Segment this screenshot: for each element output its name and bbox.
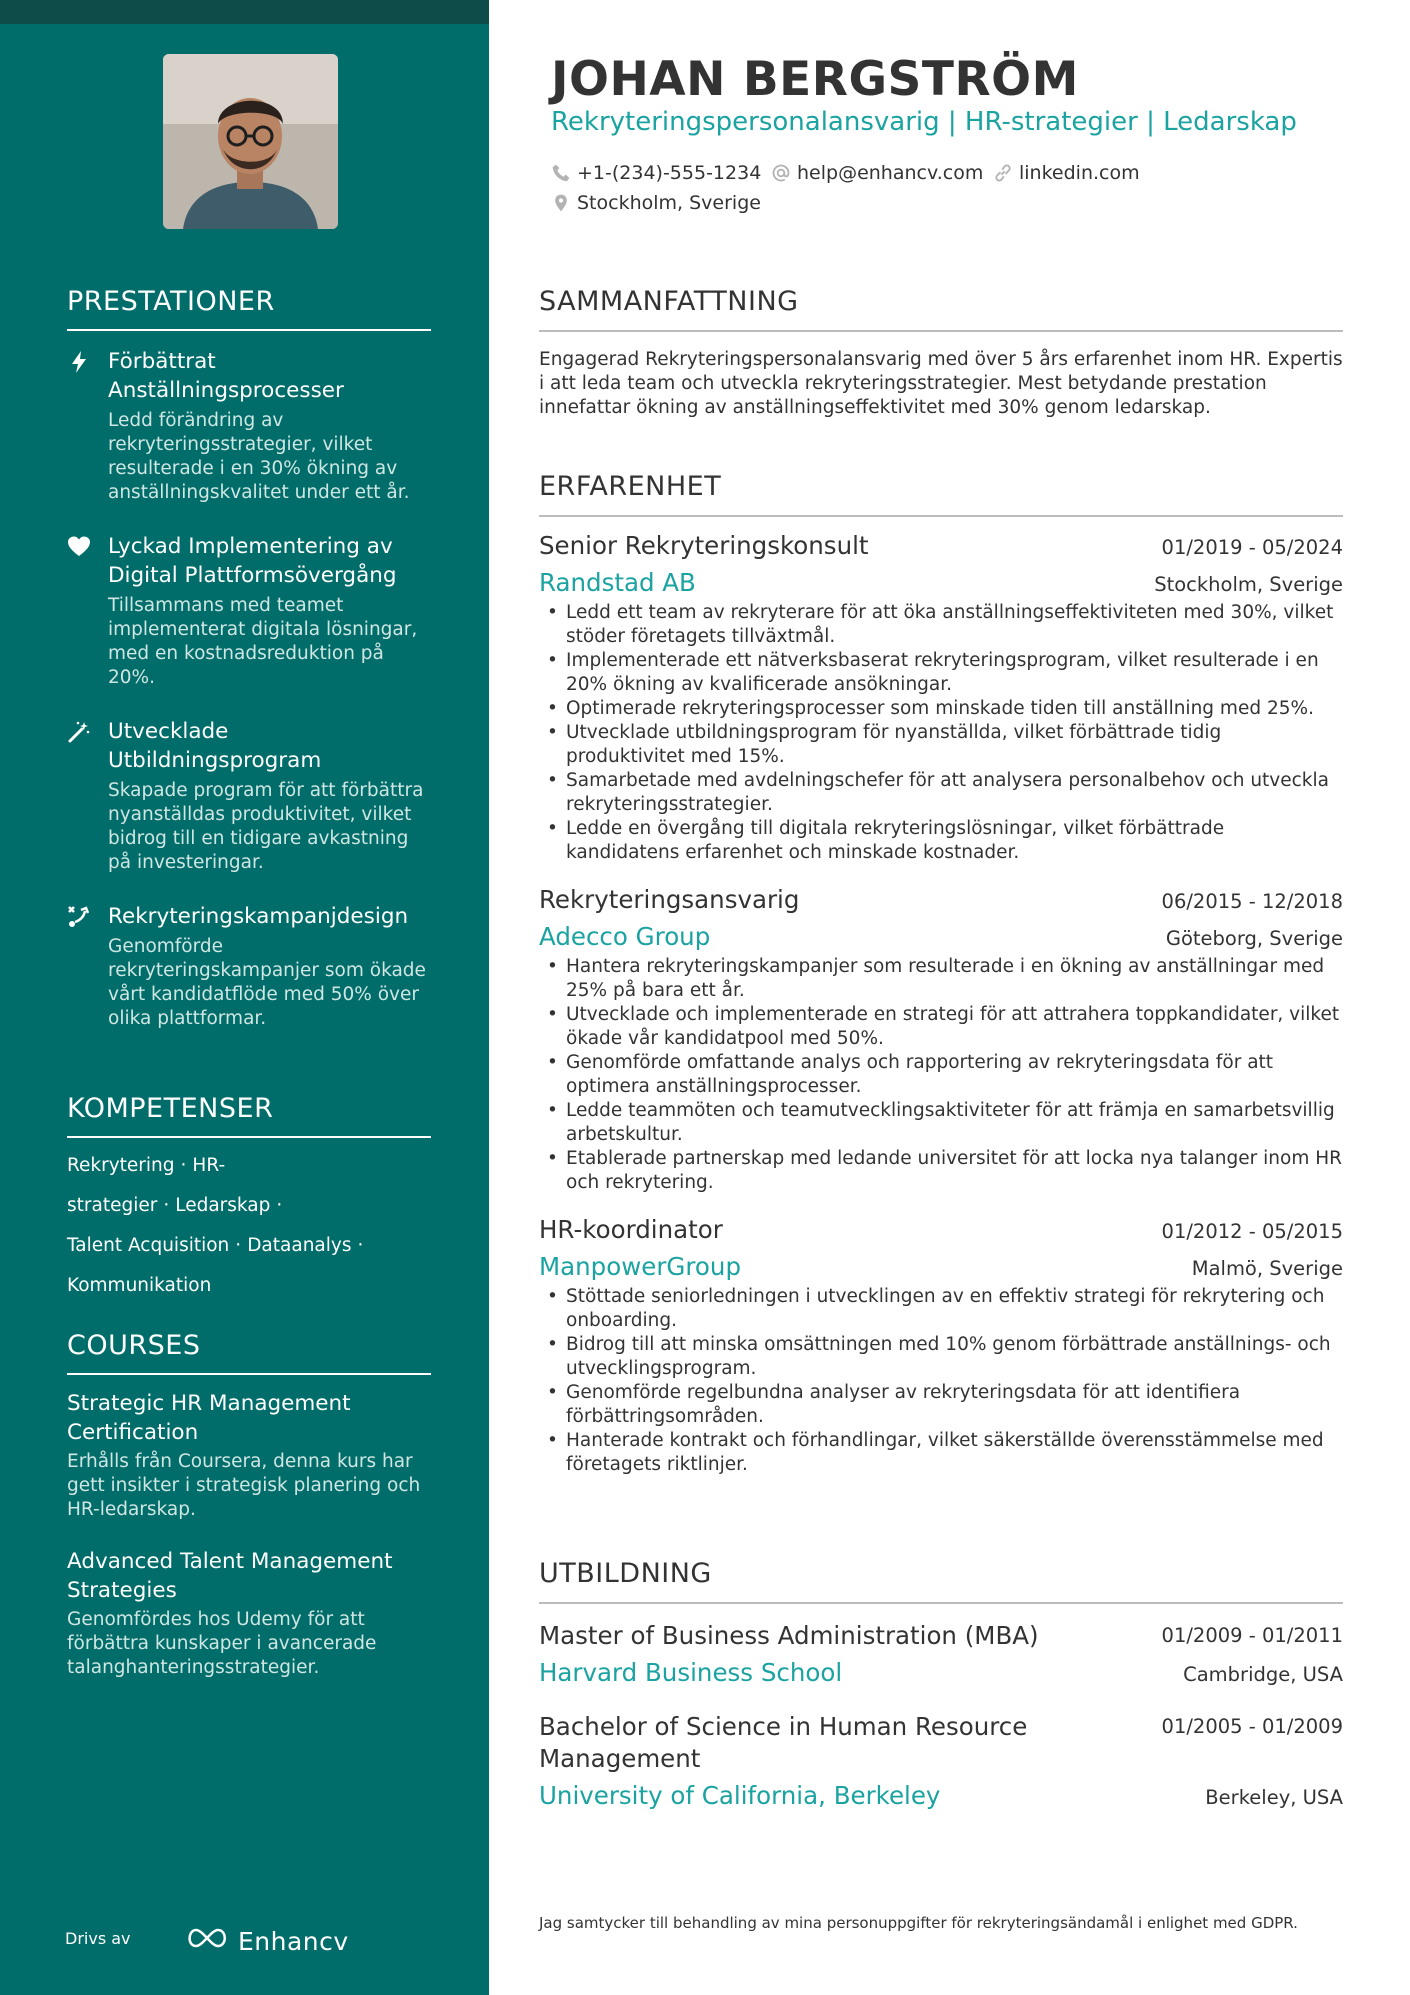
job-company: Randstad AB (539, 568, 696, 597)
job-bullet: • Implementerade ett nätverksbaserat rekryteringsprogram, vilket resulterade i en 20% ökning av kvalificerade ansökningar. (539, 649, 1343, 697)
enhancv-logo[interactable] (184, 1926, 349, 1956)
powered-by-label: Drivs av (65, 1929, 131, 1948)
job-role: Senior Rekryteringskonsult (539, 531, 869, 560)
summary-text: Engagerad Rekryteringspersonalansvarig med över 5 års erfarenhet inom HR. Expertis i att leda team och utveckla rekryteringsstrategier. Mest betydande prestation innefattar ökning av anställningseffektivitet med 30% genom ledarskap. (539, 349, 1343, 418)
linkedin-text: linkedin.com (1019, 162, 1140, 184)
magic-wand-icon (67, 720, 91, 744)
job-role: HR-koordinator (539, 1215, 723, 1244)
candidate-name: JOHAN BERGSTRÖM (551, 52, 1079, 107)
education-section (539, 1558, 1343, 1810)
job-location: Malmö, Sverige (1191, 1257, 1343, 1280)
job-bullet: • Genomförde regelbundna analyser av rekryteringsdata för att identifiera förbättringsområden. (539, 1381, 1343, 1429)
job-company: Adecco Group (539, 922, 711, 951)
phone-text: +1-(234)-555-1234 (577, 162, 762, 184)
job-bullet: • Utvecklade utbildningsprogram för nyanställda, vilket förbättrade tidig produktivitet med 15%. (539, 721, 1343, 769)
achievement-desc: Skapade program för att förbättra nyanställdas produktivitet, vilket bidrog till en tidigare avkastning på investeringar. (108, 780, 424, 873)
edu-date: 01/2009 - 01/2011 (1161, 1624, 1343, 1647)
job-bullet: • Utvecklade och implementerade en strategi för att attrahera toppkandidater, vilket ökade vår kandidatpool med 50%. (539, 1003, 1343, 1051)
job-bullet: • Stöttade seniorledningen i utvecklingen av en effektiv strategi för rekrytering och onboarding. (539, 1285, 1343, 1333)
edu-location: Cambridge, USA (1183, 1663, 1343, 1686)
edu-location: Berkeley, USA (1205, 1786, 1343, 1809)
job-bullet: • Ledd ett team av rekryterare för att öka anställningseffektiviteten med 30%, vilket stöder företagets tillväxtmål. (539, 601, 1343, 649)
course-desc: Genomfördes hos Udemy för att förbättra kunskaper i avancerade talanghanteringsstrategier. (67, 1609, 377, 1678)
skills-section (67, 1093, 431, 1306)
location-text: Stockholm, Sverige (577, 192, 761, 214)
achievements-section (67, 286, 431, 1031)
sidebar-top-bar (0, 0, 489, 24)
job-entry (539, 531, 1343, 865)
location-pin-icon (551, 193, 571, 213)
courses-section (67, 1330, 431, 1680)
brand-name: Enhancv (238, 1926, 349, 1956)
main-content (539, 0, 1343, 1995)
job-role: Rekryteringsansvarig (539, 885, 800, 914)
course-desc: Erhålls från Coursera, denna kurs har gett insikter i strategisk planering och HR-ledarskap. (67, 1451, 421, 1520)
job-bullet: • Hantera rekryteringskampanjer som resulterade i en ökning av anställningar med 25% på bara ett år. (539, 955, 1343, 1003)
job-location: Stockholm, Sverige (1154, 573, 1343, 596)
job-bullet: • Optimerade rekryteringsprocesser som minskade tiden till anställning med 25%. (539, 697, 1343, 721)
skills-title: KOMPETENSER (67, 1093, 431, 1138)
achievement-desc: Tillsammans med teamet implementerat digitala lösningar, med en kostnadsreduktion på 20%. (108, 595, 418, 688)
course-title: Strategic HR Management Certification (67, 1391, 351, 1445)
at-icon (771, 163, 791, 183)
profile-photo (163, 54, 338, 229)
job-bullets (539, 601, 1343, 865)
course-title: Advanced Talent Management Strategies (67, 1549, 393, 1603)
job-bullet: • Hanterade kontrakt och förhandlingar, vilket säkerställde överensstämmelse med företagets riktlinjer. (539, 1429, 1343, 1477)
summary-title: SAMMANFATTNING (539, 286, 1343, 332)
job-location: Göteborg, Sverige (1165, 927, 1343, 950)
heart-icon (67, 535, 91, 559)
bolt-icon (67, 350, 91, 374)
edu-degree: Master of Business Administration (MBA) (539, 1621, 1039, 1650)
course-item (67, 1389, 431, 1522)
job-bullet: • Samarbetade med avdelningschefer för att analysera personalbehov och utveckla rekryteringsstrategier. (539, 769, 1343, 817)
contact-email[interactable] (771, 162, 983, 184)
achievement-item (67, 902, 431, 1031)
job-bullet: • Ledde teammöten och teamutvecklingsaktiviteter för att främja en samarbetsvillig arbetskultur. (539, 1099, 1343, 1147)
skill-item: Dataanalys (247, 1235, 352, 1256)
job-date: 06/2015 - 12/2018 (1161, 890, 1343, 913)
strategy-icon (67, 905, 91, 929)
education-entry (539, 1620, 1343, 1687)
summary-section (539, 286, 1343, 420)
achievements-title: PRESTATIONER (67, 286, 431, 331)
skill-item: HR-strategier (67, 1155, 226, 1216)
skill-item: Kommunikation (67, 1275, 212, 1296)
skill-item: Ledarskap (175, 1195, 271, 1216)
experience-title: ERFARENHET (539, 471, 1343, 517)
gdpr-consent-text: Jag samtycker till behandling av mina personuppgifter för rekryteringsändamål i enlighet med GDPR. (539, 1914, 1298, 1932)
achievement-title: Rekryteringskampanjdesign (108, 904, 409, 929)
education-title: UTBILDNING (539, 1558, 1343, 1604)
email-text: help@enhancv.com (797, 162, 984, 184)
contact-linkedin[interactable] (993, 162, 1140, 184)
achievement-desc: Genomförde rekryteringskampanjer som ökade vårt kandidatflöde med 50% över olika plattformar. (108, 936, 426, 1029)
skills-list: Rekrytering · HR-strategier · Ledarskap · Talent Acquisition · Dataanalys · Kommunikation (67, 1155, 364, 1296)
skill-item: Rekrytering (67, 1155, 175, 1176)
contact-location (551, 192, 761, 214)
achievement-title: Utvecklade Utbildningsprogram (108, 719, 322, 773)
edu-degree: Bachelor of Science in Human Resource Management (539, 1712, 1028, 1773)
courses-title: COURSES (67, 1330, 431, 1375)
job-bullet: • Ledde en övergång till digitala rekryteringslösningar, vilket förbättrade kandidatens erfarenhet och minskade kostnader. (539, 817, 1343, 865)
achievement-title: Förbättrat Anställningsprocesser (108, 349, 344, 403)
job-bullets (539, 1285, 1343, 1477)
job-entry (539, 1215, 1343, 1477)
link-icon (993, 163, 1013, 183)
candidate-tagline: Rekryteringspersonalansvarig | HR-strategier | Ledarskap (551, 107, 1297, 137)
achievement-item (67, 717, 431, 875)
edu-school: Harvard Business School (539, 1658, 843, 1687)
job-bullet: • Etablerade partnerskap med ledande universitet för att locka nya talanger inom HR och rekrytering. (539, 1147, 1343, 1195)
achievement-item (67, 532, 431, 690)
edu-date: 01/2005 - 01/2009 (1161, 1715, 1343, 1738)
job-bullet: • Genomförde omfattande analys och rapportering av rekryteringsdata för att optimera anställningsprocesser. (539, 1051, 1343, 1099)
job-entry (539, 885, 1343, 1195)
achievement-desc: Ledd förändring av rekryteringsstrategier, vilket resulterade i en 30% ökning av anställningskvalitet under ett år. (108, 410, 410, 503)
phone-icon (551, 163, 571, 183)
job-bullets (539, 955, 1343, 1195)
experience-section (539, 471, 1343, 1477)
sidebar (0, 0, 489, 1995)
achievement-title: Lyckad Implementering av Digital Plattformsövergång (108, 534, 397, 588)
job-date: 01/2019 - 05/2024 (1161, 536, 1343, 559)
skill-item: Talent Acquisition (67, 1235, 230, 1256)
job-bullet: • Bidrog till att minska omsättningen med 10% genom förbättrade anställnings- och utvecklingsprogram. (539, 1333, 1343, 1381)
job-company: ManpowerGroup (539, 1252, 741, 1281)
job-date: 01/2012 - 05/2015 (1161, 1220, 1343, 1243)
contact-phone (551, 162, 761, 184)
edu-school: University of California, Berkeley (539, 1781, 941, 1810)
course-item (67, 1547, 431, 1680)
education-entry (539, 1711, 1343, 1810)
infinity-logo-icon (184, 1926, 230, 1956)
achievement-item (67, 347, 431, 505)
